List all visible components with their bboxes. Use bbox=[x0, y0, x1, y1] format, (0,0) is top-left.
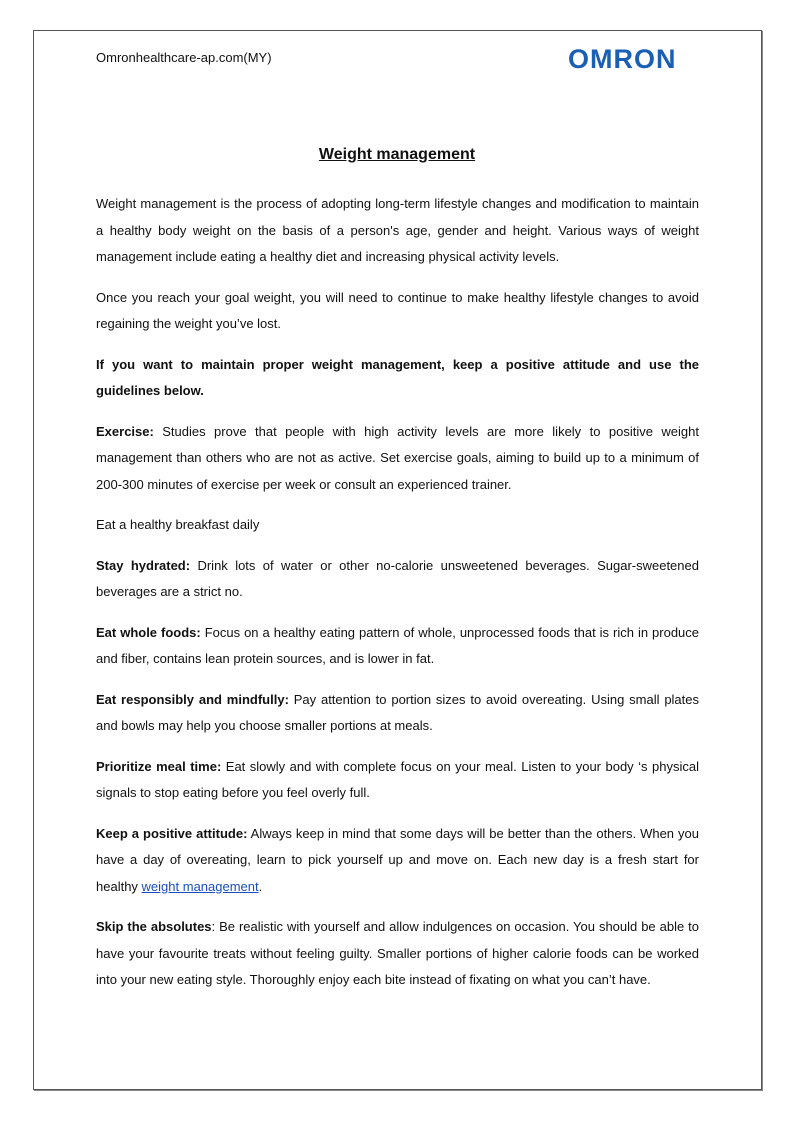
omron-logo: OMRON bbox=[568, 44, 677, 74]
page-title: Weight management bbox=[318, 146, 476, 163]
lead-paragraph bbox=[96, 352, 699, 405]
tip-label: Eat whole foods: bbox=[96, 624, 201, 640]
weight-management-link[interactable]: weight management bbox=[141, 878, 259, 894]
tip-text-end: . bbox=[258, 878, 263, 894]
tip-label: Exercise: bbox=[96, 423, 154, 439]
tip-text: Drink lots of water or other no-calorie unsweetened beverages. Sugar-sweetened beverages are a strict no. bbox=[96, 557, 699, 599]
tip-label: Prioritize meal time: bbox=[96, 758, 222, 774]
tip-text: Always keep in mind that some days will be better than the others. When you have a day of overeating, learn to pick yourself up and move on. Each new day is a fresh start for healthy bbox=[96, 825, 699, 894]
intro-paragraph-2: Once you reach your goal weight, you will need to continue to make healthy lifestyle changes to avoid regaining the weight you’ve lost. bbox=[96, 289, 699, 331]
tip-label: Stay hydrated: bbox=[96, 557, 191, 573]
tip-exercise bbox=[96, 419, 699, 499]
tip-mindful bbox=[96, 687, 699, 740]
tip-text: : Be realistic with yourself and allow indulgences on occasion. You should be able to have your favourite treats without feeling guilty. Smaller portions of higher calorie foods can be worked into your new eating style. Thoroughly enjoy each bite instead of fixating on what you can’t have. bbox=[96, 919, 699, 987]
tip-hydrated bbox=[96, 553, 699, 606]
tip-label: Skip the absolutes bbox=[96, 919, 212, 934]
tip-positive-attitude bbox=[96, 821, 699, 901]
tip-text: Studies prove that people with high activity levels are more likely to positive weight management than others who are not as active. Set exercise goals, aiming to build up to a minimum of 200-300 minutes of exercise per week or consult an experienced trainer. bbox=[96, 423, 699, 492]
tip-breakfast: Eat a healthy breakfast daily bbox=[96, 517, 260, 532]
tip-text: Focus on a healthy eating pattern of whole, unprocessed foods that is rich in produce and fiber, contains lean protein sources, and is lower in fat. bbox=[96, 624, 700, 666]
tip-label: Eat responsibly and mindfully: bbox=[96, 691, 289, 707]
tip-whole-foods bbox=[96, 620, 699, 673]
tip-meal-time bbox=[96, 754, 699, 807]
tip-label: Keep a positive attitude: bbox=[96, 825, 248, 841]
tip-text: Eat slowly and with complete focus on your meal. Listen to your body ‘s physical signals to stop eating before you feel overly full. bbox=[96, 758, 699, 800]
site-name: Omronhealthcare-ap.com(MY) bbox=[96, 50, 272, 65]
article-body bbox=[96, 191, 699, 1008]
intro-paragraph-1: Weight management is the process of adopting long-term lifestyle changes and modification to maintain a healthy body weight on the basis of a person's age, gender and height. Various ways of weight management include eating a healthy diet and increasing physical activity levels. bbox=[96, 196, 699, 264]
tip-text: Pay attention to portion sizes to avoid overeating. Using small plates and bowls may help you choose smaller portions at meals. bbox=[96, 691, 700, 733]
lead-text: If you want to maintain proper weight management, keep a positive attitude and use the guidelines below. bbox=[96, 356, 699, 398]
tip-skip-absolutes bbox=[96, 914, 699, 994]
